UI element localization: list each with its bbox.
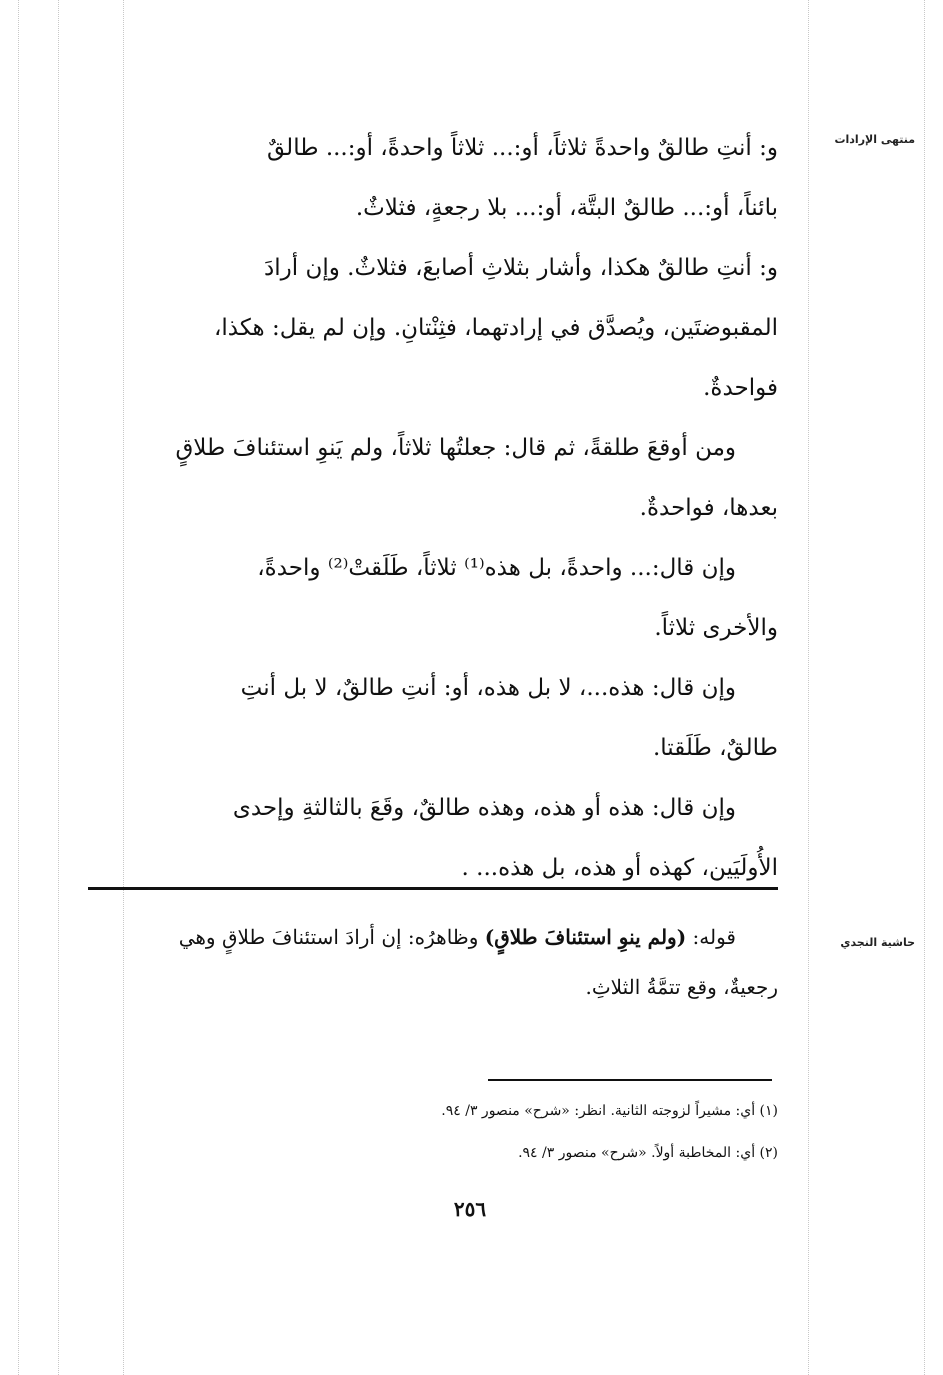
- text-line: بائناً، أو:... طالقٌ البتَّة، أو:... بلا رجعةٍ، فثلاثٌ.: [355, 195, 778, 221]
- section-divider: [88, 887, 778, 890]
- commentary-quote: (ولم ينوِ استئنافَ طلاقٍ): [484, 925, 687, 949]
- text-line: والأخرى ثلاثاً.: [654, 615, 778, 641]
- text-line: ومن أوقعَ طلقةً، ثم قال: جعلتُها ثلاثاً، ولم يَنوِ استئنافَ طلاقٍ: [175, 435, 736, 461]
- text-line: طالقٌ، طَلَقتا.: [652, 735, 778, 761]
- scan-guide: [18, 0, 19, 1375]
- commentary-line: رجعيةٌ، وقع تتمَّةُ الثلاثِ.: [585, 975, 778, 999]
- footnotes: [300, 1090, 778, 1174]
- scan-guide: [808, 0, 809, 1375]
- text-line: و: أنتِ طالقٌ هكذا، وأشار بثلاثِ أصابعَ، فثلاثٌ. وإن أرادَ: [264, 255, 778, 281]
- commentary-block: [78, 912, 778, 1012]
- text-line: وإن قال:... واحدةً، بل هذه⁽¹⁾ ثلاثاً، طَلَقتْ⁽²⁾ واحدةً،: [257, 555, 736, 581]
- page-number: ٢٥٦: [453, 1197, 487, 1221]
- footnote-divider: [488, 1079, 772, 1081]
- text-line: الأُولَيَين، كهذه أو هذه، بل هذه... .: [461, 855, 778, 881]
- text-line: و: أنتِ طالقٌ واحدةً ثلاثاً، أو:... ثلاثاً واحدةً، أو:... طالقٌ: [267, 135, 778, 161]
- text-line: وإن قال: هذه...، لا بل هذه، أو: أنتِ طالقٌ، لا بل أنتِ: [240, 675, 736, 701]
- scan-guide: [924, 0, 925, 1375]
- footnote: (١) أي: مشيراً لزوجته الثانية. انظر: «شرح» منصور ٣/ ٩٤.: [441, 1103, 778, 1119]
- main-text: [78, 118, 778, 898]
- text-line: المقبوضتَين، ويُصدَّق في إرادتهما، فثِنْتانِ. وإن لم يقل: هكذا،: [213, 315, 778, 341]
- text-line: بعدها، فواحدةٌ.: [639, 495, 778, 521]
- scan-guide: [58, 0, 59, 1375]
- side-label-hashiya: حاشية النجدي: [840, 936, 915, 949]
- text-line: وإن قال: هذه أو هذه، وهذه طالقٌ، وقَعَ بالثالثةِ وإحدى: [232, 795, 736, 821]
- commentary-text: وظاهرُه: إن أرادَ استئنافَ طلاقٍ وهي: [178, 925, 479, 949]
- text-line: فواحدةٌ.: [703, 375, 778, 401]
- footnote: (٢) أي: المخاطبة أولاً. «شرح» منصور ٣/ ٩٤.: [518, 1145, 778, 1161]
- commentary-line: [78, 912, 778, 962]
- side-label-book-title: منتهى الإرادات: [834, 133, 915, 146]
- commentary-prefix: قوله:: [692, 925, 736, 949]
